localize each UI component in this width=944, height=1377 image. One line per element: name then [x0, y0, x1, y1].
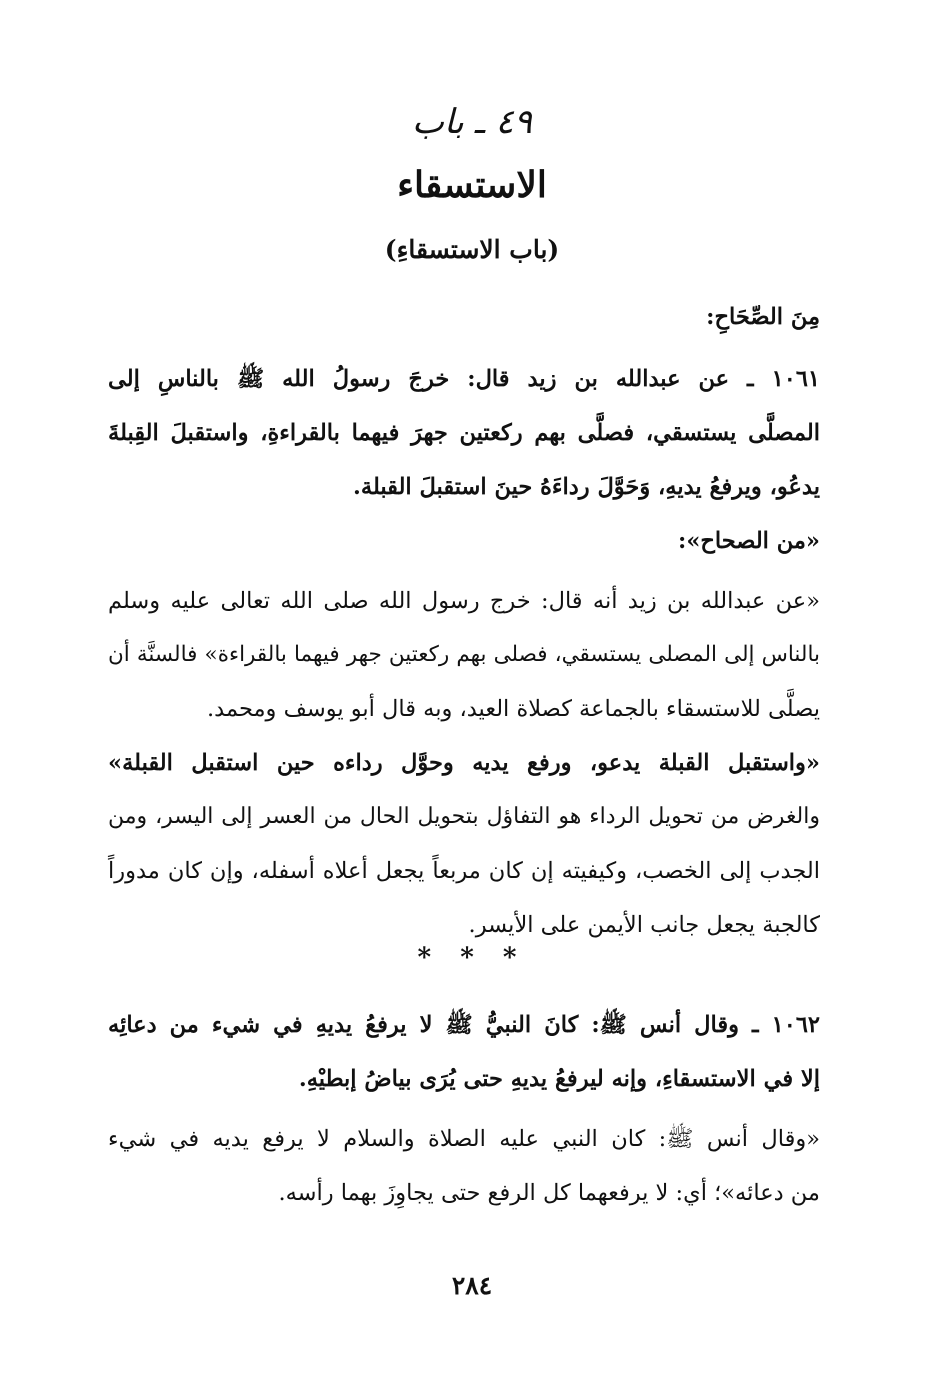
commentary-label	[108, 514, 820, 568]
commentary-line: يصلَّى للاستسقاء بالجماعة كصلاة العيد، وبه قال أبو يوسف ومحمد.	[207, 696, 820, 722]
commentary-label-text: «من الصحاح»:	[678, 528, 820, 554]
chapter-heading: ٤٩ ـ باب	[412, 102, 532, 142]
chapter-title: الاستسقاء	[397, 164, 547, 206]
commentary-line: بالناس إلى المصلى يستسقي، فصلى بهم ركعتين جهر فيهما بالقراءة» فالسنَّة أن	[108, 642, 820, 667]
commentary-line: «عن عبدالله بن زيد أنه قال: خرج رسول الله صلى الله تعالى عليه وسلم	[108, 588, 820, 614]
chapter-subtitle: (باب الاستسقاءِ)	[384, 235, 560, 264]
commentary-line: «واستقبل القبلة يدعو، ورفع يديه وحوَّل رداءه حين استقبل القبلة»	[108, 750, 820, 776]
hadith-line: ١٠٦١ ـ عن عبدالله بن زيد قال: خرجَ رسولُ الله ﷺ بالناسِ إلى	[108, 366, 820, 392]
page-number: ٢٨٤	[451, 1271, 493, 1300]
commentary-line: من دعائه»؛ أي: لا يرفعهما كل الرفع حتى يجاوِزَ بهما رأسه.	[278, 1180, 820, 1206]
hadith-1062	[108, 998, 820, 1106]
hadith-line: يدعُو، ويرفعُ يديهِ، وَحَوَّلَ رداءَهُ حينَ استقبلَ القبلة.	[353, 474, 820, 500]
commentary-line: والغرض من تحويل الرداء هو التفاؤل بتحويل الحال من العسر إلى اليسر، ومن	[108, 804, 820, 829]
commentary-paragraph-a	[108, 574, 820, 736]
section-label-text: مِنَ الصِّحَاحِ:	[706, 304, 820, 330]
commentary-1062	[108, 1112, 820, 1220]
hadith-line: ١٠٦٢ ـ وقال أنس ﷺ: كانَ النبيُّ ﷺ لا يرفعُ يديهِ في شيء من دعائِه	[108, 1012, 820, 1038]
commentary-paragraph-b	[108, 736, 820, 952]
hadith-1061	[108, 352, 820, 514]
section-label-sahih	[108, 290, 820, 344]
section-separator: * * *	[417, 943, 527, 973]
commentary-line: «وقال أنس ﷺ: كان النبي عليه الصلاة والسلام لا يرفع يديه في شيء	[108, 1126, 820, 1152]
hadith-line: إلا في الاستسقاءِ، وإنه ليرفعُ يديهِ حتى يُرَى بياضُ إبطيْهِ.	[298, 1066, 820, 1092]
commentary-line: كالجبة يجعل جانب الأيمن على الأيسر.	[468, 912, 820, 938]
commentary-line: الجدب إلى الخصب، وكيفيته إن كان مربعاً يجعل أعلاه أسفله، وإن كان مدوراً	[108, 858, 820, 884]
hadith-line: المصلَّى يستسقي، فصلَّى بهم ركعتين جهرَ فيهما بالقراءةِ، واستقبلَ القِبلةَ	[108, 420, 820, 446]
